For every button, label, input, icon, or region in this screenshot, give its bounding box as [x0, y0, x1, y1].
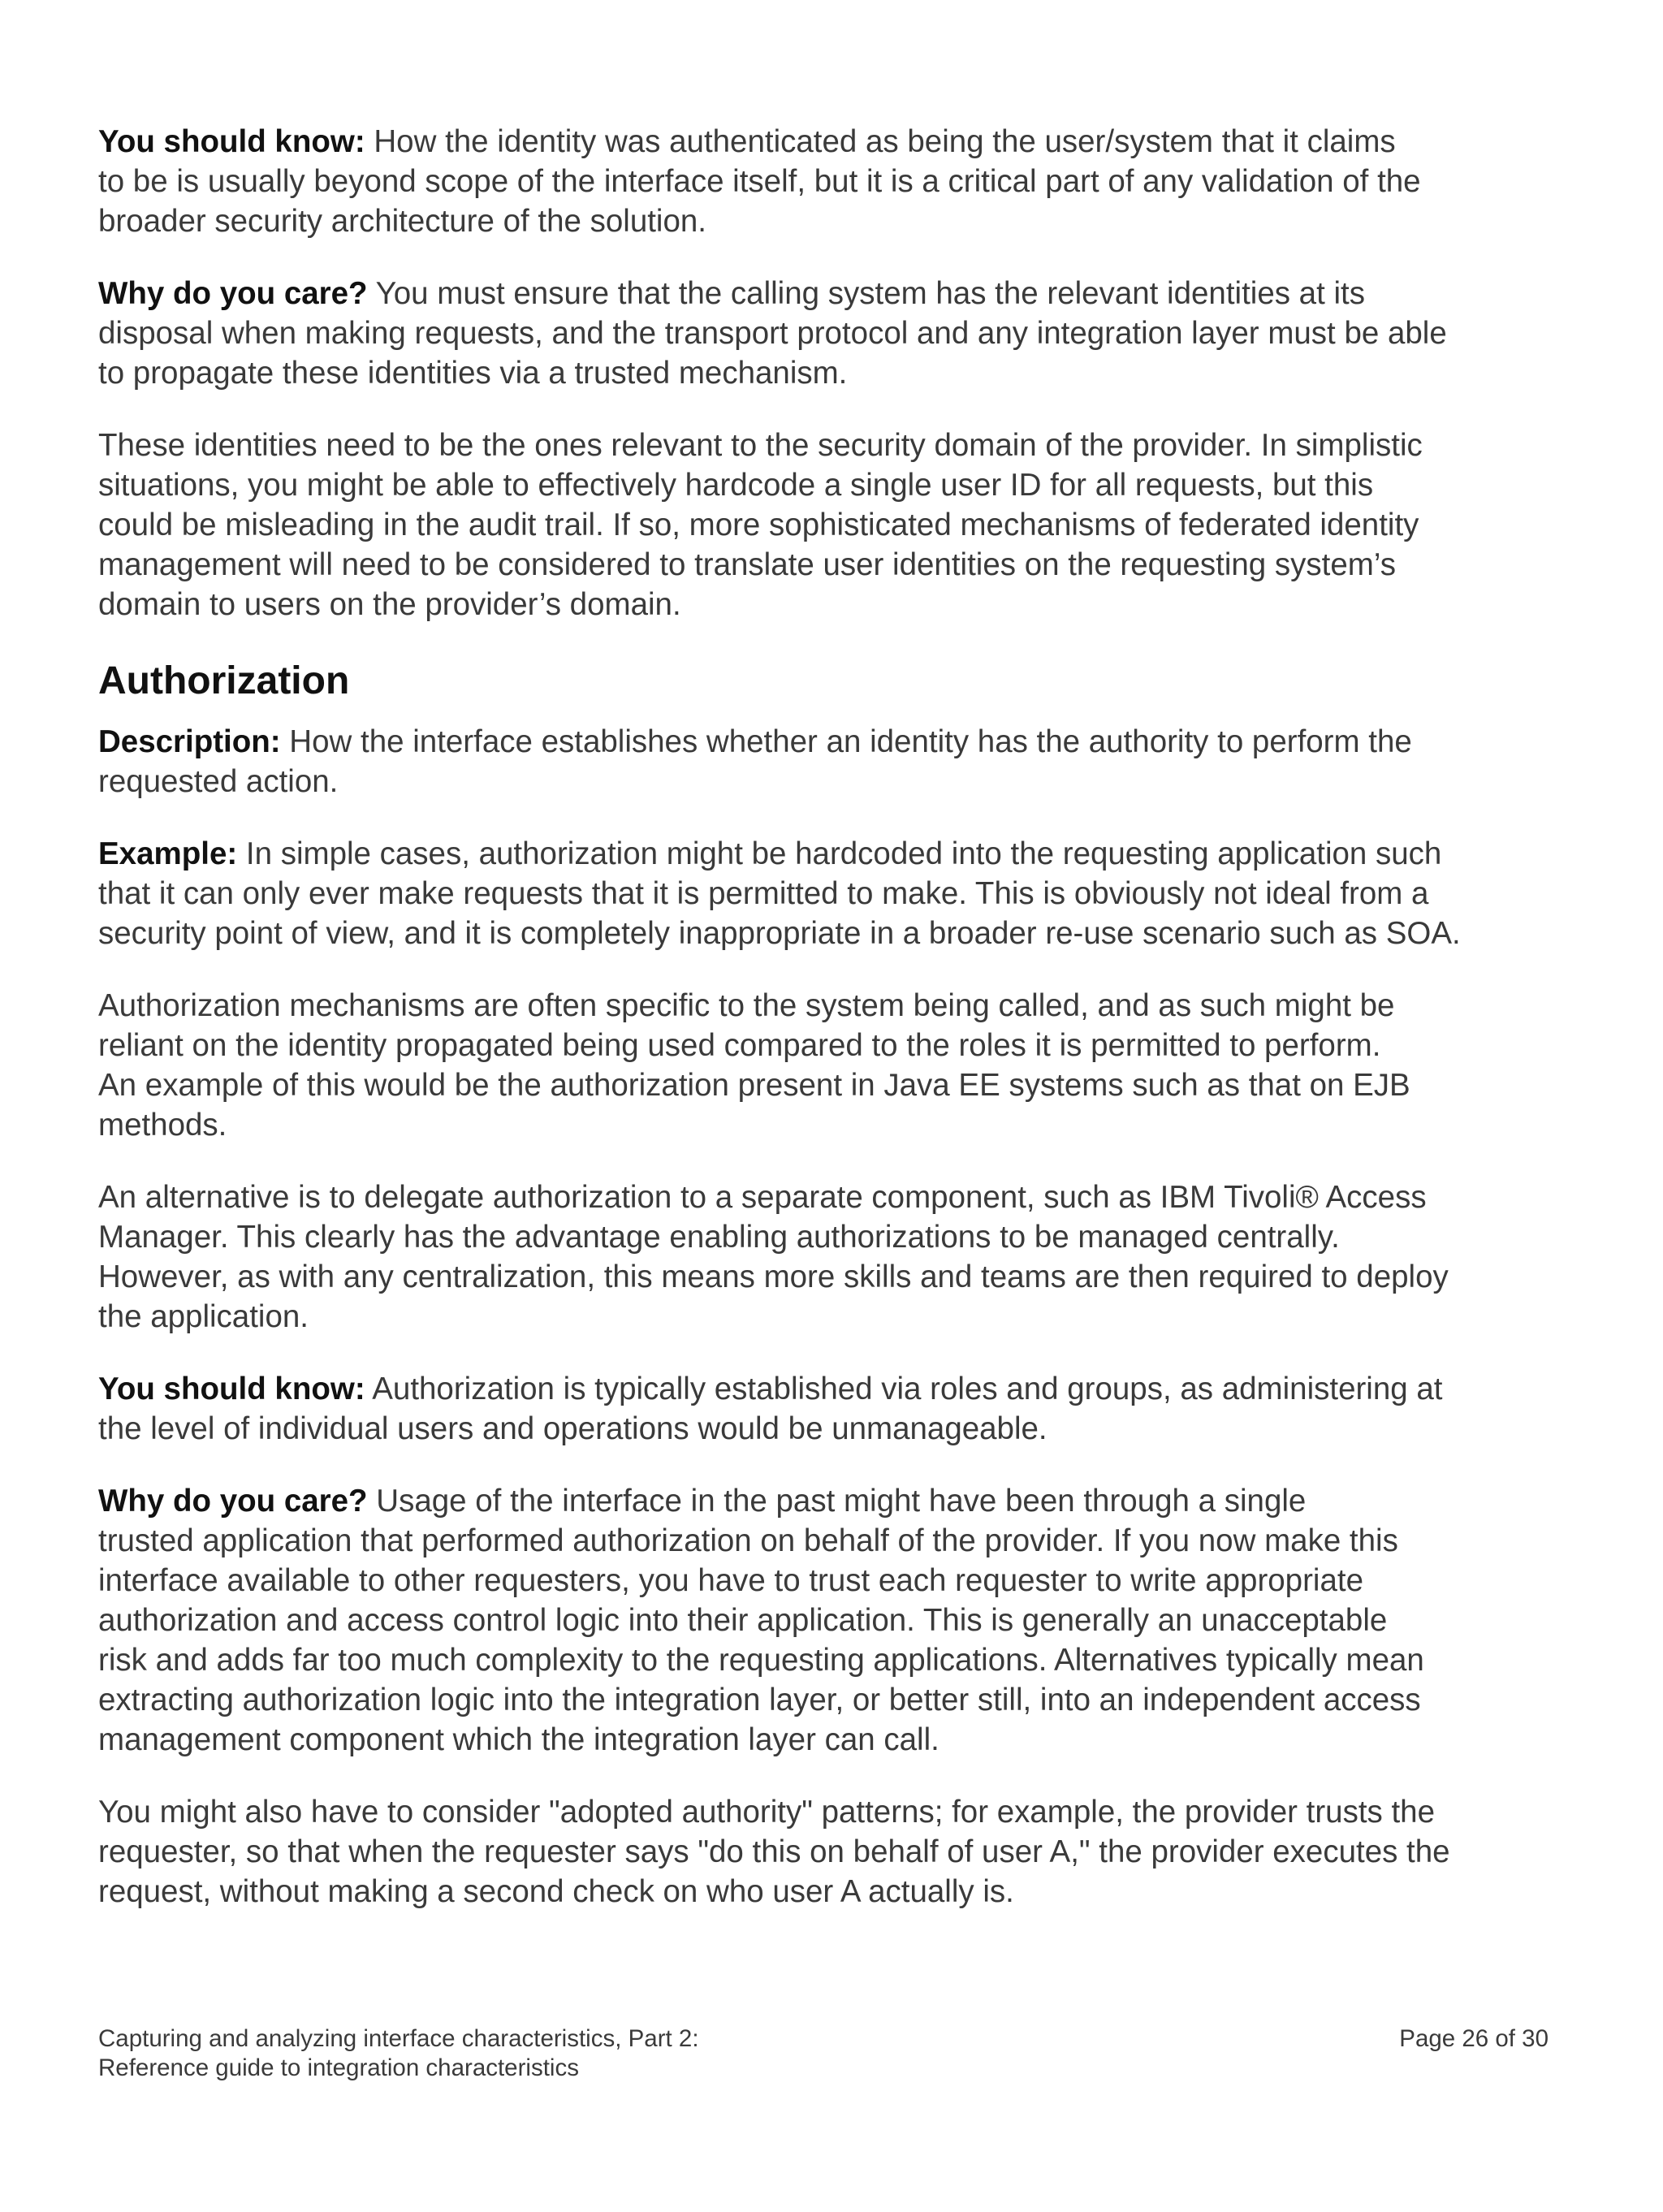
paragraph-text: Authorization is typically established via roles and groups, as administering at the level of individual users and operations would be unmanageable. — [98, 1372, 1443, 1446]
paragraph-example — [98, 834, 1544, 953]
paragraph-identities-security-domain — [98, 426, 1544, 624]
paragraph-you-should-know-authorization — [98, 1369, 1544, 1449]
paragraph-text: How the identity was authenticated as being the user/system that it claims to be is usually beyond scope of the interface itself, but it is a critical part of any validation of the broader security architecture of the solution. — [98, 124, 1421, 239]
paragraph-delegate-authorization — [98, 1177, 1544, 1337]
paragraph-lead: You should know: — [98, 124, 365, 159]
paragraph-adopted-authority — [98, 1792, 1544, 1912]
paragraph-text: You might also have to consider "adopted authority" patterns; for example, the provider trusts the requester, so that when the requester says "do this on behalf of user A," the provider executes the request, without making a second check on who user A actually is. — [98, 1795, 1450, 1909]
section-heading-authorization: Authorization — [98, 659, 350, 702]
paragraph-why-do-you-care-authorization — [98, 1481, 1544, 1760]
paragraph-lead: Why do you care? — [98, 1484, 368, 1519]
paragraph-text: In simple cases, authorization might be hardcoded into the requesting application such that it can only ever make requests that it is permitted to make. This is obviously not ideal from a security point of view, and it is completely inappropriate in a broader re-use scenario such as SOA. — [98, 836, 1461, 951]
paragraph-lead: You should know: — [98, 1372, 365, 1406]
paragraph-text: How the interface establishes whether an identity has the authority to perform the requested action. — [98, 724, 1412, 799]
paragraph-text: Authorization mechanisms are often specific to the system being called, and as such might be reliant on the identity propagated being used compared to the roles it is permitted to perform. An example of this would be the authorization present in Java EE systems such as that on EJB methods. — [98, 988, 1410, 1143]
paragraph-description — [98, 722, 1544, 801]
document-body — [98, 122, 1544, 1944]
footer-page-number: Page 26 of 30 — [1399, 2025, 1549, 2052]
paragraph-text: An alternative is to delegate authorization to a separate component, such as IBM Tivoli® Access Manager. This clearly has the advantage enabling authorizations to be managed centrally. However, as with any centralization, this means more skills and teams are then required to deploy the application. — [98, 1180, 1449, 1334]
paragraph-text: Usage of the interface in the past might have been through a single trusted application that performed authorization on behalf of the provider. If you now make this interface available to other requesters, you have to trust each requester to write appropriate authorization and access control logic into their application. This is generally an unacceptable risk and adds far too much complexity to the requesting applications. Alternatives typically mean extracting authorization logic into the integration layer, or better still, into an independent access management component which the integration layer can call. — [98, 1484, 1424, 1757]
paragraph-lead: Example: — [98, 836, 238, 871]
paragraph-you-should-know-authentication — [98, 122, 1544, 241]
paragraph-lead: Why do you care? — [98, 276, 368, 311]
paragraph-text: You must ensure that the calling system has the relevant identities at its disposal when making requests, and the transport protocol and any integration layer must be able to propagate these identities via a trusted mechanism. — [98, 276, 1447, 391]
footer-document-title: Capturing and analyzing interface characteristics, Part 2: Reference guide to integration characteristics — [98, 2025, 699, 2081]
paragraph-text: These identities need to be the ones relevant to the security domain of the provider. In simplistic situations, you might be able to effectively hardcode a single user ID for all requests, but this could be misleading in the audit trail. If so, more sophisticated mechanisms of federated identity management will need to be considered to translate user identities on the requesting system’s domain to users on the provider’s domain. — [98, 428, 1423, 622]
paragraph-why-do-you-care-authentication — [98, 274, 1544, 393]
paragraph-authorization-mechanisms — [98, 986, 1544, 1145]
paragraph-lead: Description: — [98, 724, 281, 759]
